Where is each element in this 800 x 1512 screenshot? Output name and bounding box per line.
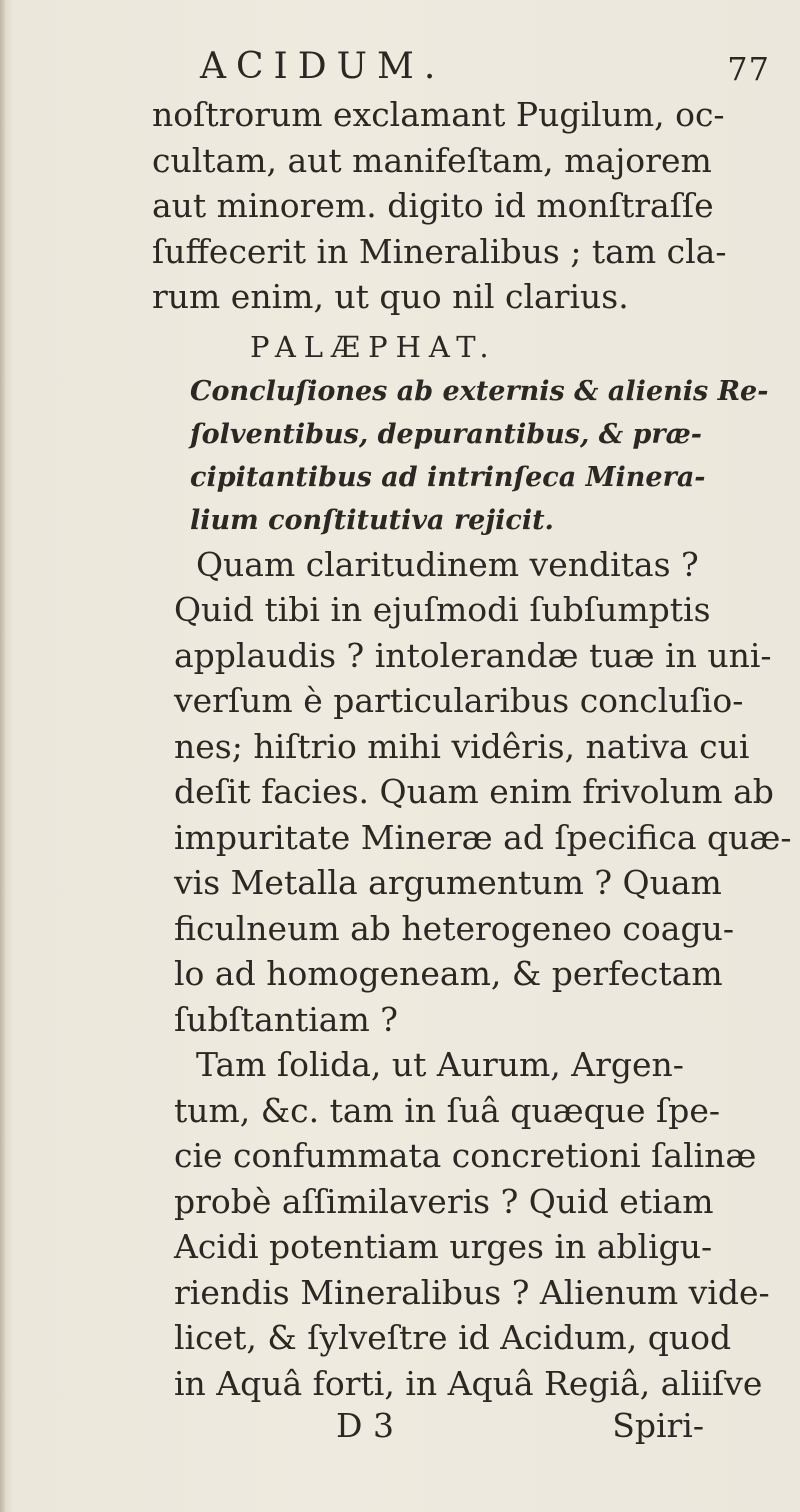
text-line: vis Metalla argumentum ? Quam [174,863,722,902]
running-head-title: ACIDUM. [200,46,446,87]
summary-line: cipitantibus ad intrinſeca Minera- [190,461,706,493]
text-line: rum enim, ut quo nil clarius. [152,277,629,316]
signature-mark: D 3 [336,1406,394,1445]
catchword: Spiri- [612,1406,704,1445]
text-line: probè aſſimilaveris ? Quid etiam [174,1181,714,1221]
text-line: in Aquâ forti, in Aquâ Regiâ, aliiſve [174,1363,763,1403]
paragraph-2 [152,542,792,1043]
text-line: ſubſtantiam ? [174,999,398,1039]
paragraph-3 [152,1042,782,1406]
text-line: ſuffecerit in Mineralibus ; tam cla- [152,231,727,271]
text-line: licet, & ſylveſtre id Acidum, quod [174,1318,732,1357]
text-line: cie confummata concretioni ſalinæ [174,1136,757,1175]
text-line: ficulneum ab heterogeneo coagu- [174,908,734,948]
text-line: nes; hiſtrio mihi vidêris, nativa cui [174,726,750,766]
summary-line: lium conſtitutiva rejicit. [190,504,554,536]
text-line: Acidi potentiam urges in abligu- [174,1227,713,1266]
text-line: noſtrorum exclamant Pugilum, oc- [152,95,725,134]
page-number: 77 [727,50,770,88]
text-line: applaudis ? intolerandæ tuæ in uni- [174,635,772,675]
running-head [152,40,782,92]
text-line: tum, &c. tam in ſuâ quæque ſpe- [174,1090,721,1130]
summary-line: Concluſiones ab externis & alienis Re- [190,375,769,407]
text-line: cultam, aut manifeſtam, majorem [152,140,712,180]
text-line: Quid tibi in ejuſmodi ſubſumptis [174,590,711,629]
text-line: impuritate Mineræ ad ſpecifica quæ- [174,817,792,857]
text-line: riendis Mineralibus ? Alienum vide- [174,1272,770,1312]
page-footer [152,1406,782,1452]
text-line: Tam ſolida, ut Aurum, Argen- [196,1045,684,1084]
gutter-shadow [0,0,6,1512]
text-line: verſum è particularibus concluſio- [174,681,744,720]
summary-line: ſolventibus, depurantibus, & præ- [190,418,703,450]
section-heading: PALÆPHAT. [250,329,497,364]
section-summary [152,370,782,542]
text-line: aut minorem. digito id monſtraſſe [152,186,714,225]
paragraph-1 [152,92,782,320]
text-line: lo ad homogeneam, & perfectam [174,954,723,993]
text-line: Quam claritudinem venditas ? [196,544,699,584]
text-block [152,40,792,1452]
text-line: deſit facies. Quam enim frivolum ab [174,772,774,811]
